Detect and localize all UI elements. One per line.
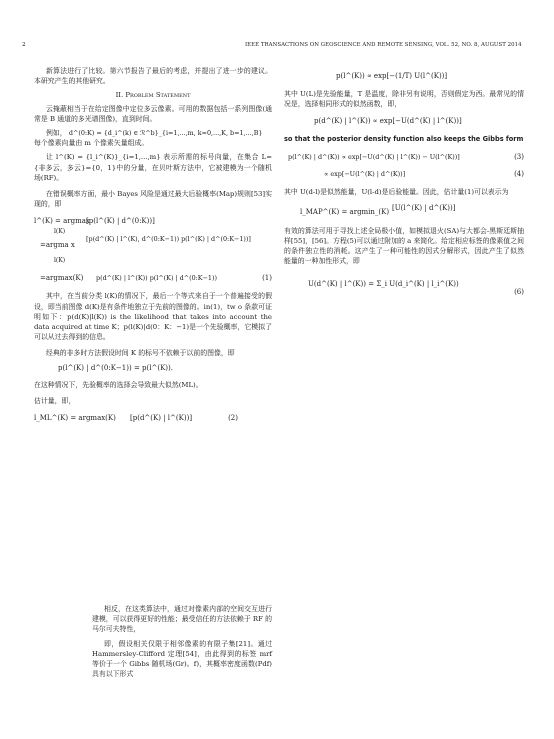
equation-gibbs-prior — [284, 68, 524, 86]
equation-3 — [284, 149, 524, 167]
equation-body: p(d^(K) | l^(K)) ∝ exp[−U(d^(K) | l^(K))] — [314, 117, 462, 126]
paragraph: 估计量，即， — [34, 396, 76, 405]
equation-independence — [34, 363, 272, 377]
equation-subscript: l(K) — [54, 257, 66, 265]
paragraph: 即，假设相关仅限于相邻像素的有限子集[21]。通过 Hammersley-Clifford 定理[54]，由此得到的标签 mrf 等价于一个 Gibbs 随机场(Gr)。f)，其概率密度函数(Pdf)具有以下形式 — [92, 639, 272, 679]
paragraph: so that the posterior density function also keeps the Gibbs form — [284, 135, 524, 144]
equation-map-2 — [34, 234, 272, 264]
equation-lhs: =argma x — [40, 241, 75, 250]
paragraph: 其中 U(d-l)是似然能量，U(l-d)是后验能量。因此，估计量(1)可以表示为 — [284, 187, 509, 196]
equation-lhs: l_MAP^(K) = argmin_(K) — [300, 207, 390, 216]
paragraph — [34, 128, 272, 138]
equation-inline: d^(0:K) = {d_i^(k) ∈ ℛ^b}_{i=1,...,m, k=0,...,K, b=1,...,B} — [68, 129, 263, 138]
equation-subscript: l(K) — [54, 228, 66, 236]
paragraph: 其中 U(L)是先验能量，T 是温度，除非另有说明，否则假定为西。最常见的情况是，选择相同形式的似然函数，即， — [284, 90, 524, 109]
equation-likelihood — [284, 113, 524, 131]
equation-number: (3) — [514, 152, 524, 161]
paragraph: 在这种情况下，先验概率的选择会导致最大似然(ML)。 — [34, 380, 203, 389]
paragraph: 每个像素向量由 m 个像素矢量组成。 — [34, 139, 149, 148]
equation-body: p(l^(K) | d^(0:K−1)) = p(l^(K)). — [58, 363, 173, 372]
paragraph: 让 l^(K) = {l_i^(K)}_{i=1,...,m} 表示所需的标号向量，在集合 L={非多云，多云}={0，1}中的分量，在贝叶斯方法中，它被建模为一个随机场(RF)。 — [34, 153, 272, 182]
equation-rhs: [p(d^(K) | l^(K), d^(0:K−1)) p(l^(K) | d^(0:K−1))] — [86, 235, 251, 244]
equation-rhs: [U(l^(K) | d^(K))] — [392, 203, 456, 212]
equation-5 — [284, 201, 524, 223]
left-column — [34, 66, 272, 431]
equation-number: (4) — [514, 169, 524, 178]
equation-lhs: l^(K) = argmax — [34, 217, 90, 226]
page-number: 2 — [22, 42, 26, 48]
equation-body: ∝ exp[−U(l^(K) | d^(K))] — [324, 169, 406, 178]
paragraph: 新算法进行了比较。第六节报告了最后的考虑，并提出了进一步的建议。本研究产生的其他研究。 — [34, 67, 272, 86]
equation-ml — [34, 410, 272, 428]
equation-number: (6) — [514, 287, 524, 296]
equation-number: (2) — [228, 414, 238, 423]
paragraph: 有效的算法可用于寻找上述全局极小值，如模拟退火(SA)与大都会-黑斯廷斯抽样[55]，[56]。方程(5)可以通过附加的 a 来简化。给定相应标签的像素值之间的条件独立性的消耗。这产生了一种可能性的因式分解形式，因此产生了似然能量的一种加性形式，即 — [284, 226, 524, 266]
right-column — [284, 66, 524, 302]
equation-body: p(l^(K)) ∝ exp[−(1/T) U(l^(K))] — [336, 72, 448, 80]
equation-lhs: l_ML^(K) = argmax(K) — [34, 414, 116, 423]
equation-map-1 — [34, 213, 272, 236]
running-header: IEEE TRANSACTIONS ON GEOSCIENCE AND REMOTE SENSING, VOL. 52, NO. 8, AUGUST 2014 — [245, 42, 522, 48]
text: 例如， — [46, 129, 67, 138]
paragraph: 其中，在当前分类 l(K)的情况下，最后一个等式来自于一个普遍接受的假设，即当前图像 d(K)是有条件地独立于先前的图像的。in(1)，tw o 条款可证明如下：p(d(K)|l(K)) is the likelihood that takes into account the data acquired at time K；p(l(K)|d(0：K：−1)是一个先验概率，它模拟了可以从过去得到的信息。 — [34, 292, 272, 342]
paragraph: 经典的非多时方法假设时间 K 的标号不依赖于以前的图像，即 — [46, 349, 235, 358]
paragraph: 相反，在这类算法中，通过对像素内部的空间交互进行建模，可以获得更好的性能；最受信任的方法依赖于 RF 的马尔可夫特性， — [92, 605, 272, 634]
equation-4 — [284, 166, 524, 184]
equation-rhs: [p(d^(K) | l^(K))] — [130, 414, 193, 423]
equation-body: p(l^(K) | d^(K)) ∝ exp[−U(d^(K) | l^(K)) − U(l^(K))] — [288, 152, 460, 161]
paragraph: 云掩蔽相当于在给定图像中定位多云像素。可用的数据包括一系列图像(通常是 B 通道的多光谱图像)，直到时间。 — [34, 104, 272, 123]
equation-map-3 — [34, 270, 272, 288]
equation-rhs: [p(l^(K) | d^(0:K))] — [86, 217, 155, 226]
equation-6 — [284, 273, 524, 299]
equation-lhs: =argmax(K) — [40, 274, 84, 283]
equation-rhs: p(d^(K) | l^(K)) p(l^(K) | d^(0:K−1)) — [96, 274, 217, 283]
section-title: II. Problem Statement — [115, 91, 191, 100]
equation-body: U(d^(K) | l^(K)) = Σ_i U(d_i^(K) | l_i^(K)) — [308, 279, 459, 288]
paragraph: 在错误概率方面，最小 Bayes 风险是通过最大后验概率(Map)规则[53]实现的，即 — [34, 190, 272, 209]
left-bottom-block — [92, 604, 272, 683]
equation-number: (1) — [262, 274, 272, 283]
